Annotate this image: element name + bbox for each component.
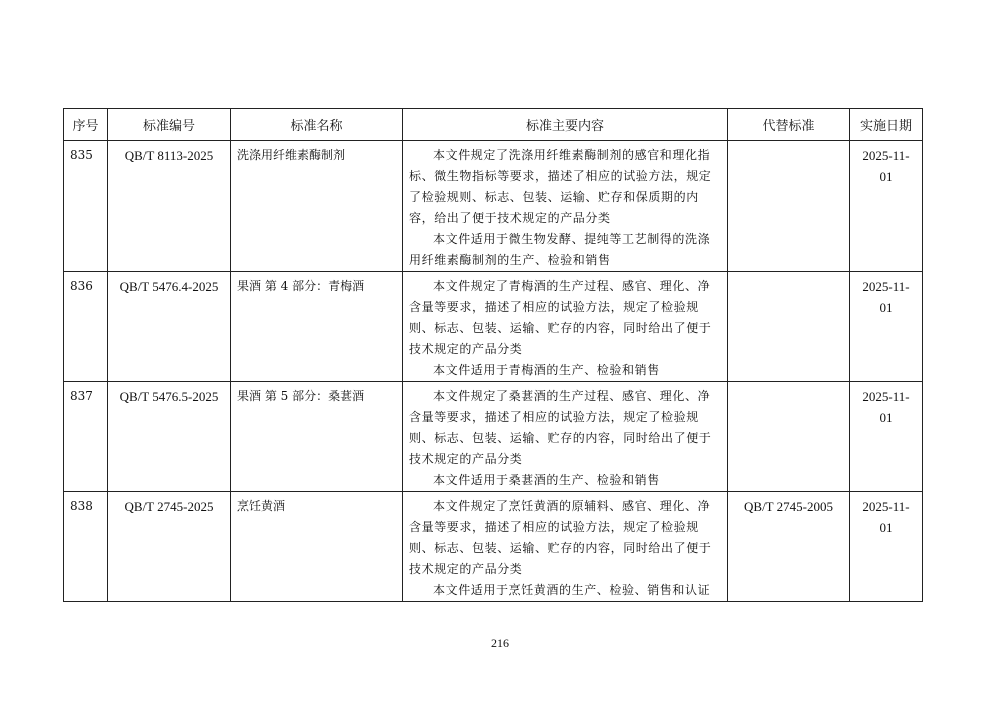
header-replaces: 代替标准 <box>728 109 850 141</box>
page-number: 216 <box>491 636 509 650</box>
row-date: 2025-11-01 <box>850 141 923 272</box>
row-content-scope: 本文件规定了桑葚酒的生产过程、感官、理化、净含量等要求，描述了相应的试验方法，规定了检验规则、标志、包装、运输、贮存的内容，同时给出了便于技术规定的产品分类 <box>409 389 712 466</box>
table-row <box>64 492 923 602</box>
row-code: QB/T 2745-2025 <box>108 492 231 602</box>
row-name: 果酒 第 5 部分：桑葚酒 <box>231 382 403 492</box>
row-content-scope: 本文件规定了青梅酒的生产过程、感官、理化、净含量等要求，描述了相应的试验方法，规定了检验规则、标志、包装、运输、贮存的内容，同时给出了便于技术规定的产品分类 <box>409 279 712 356</box>
header-content: 标准主要内容 <box>403 109 728 141</box>
row-date: 2025-11-01 <box>850 492 923 602</box>
row-content-scope: 本文件规定了洗涤用纤维素酶制剂的感官和理化指标、微生物指标等要求，描述了相应的试验方法，规定了检验规则、标志、包装、运输、贮存和保质期的内容，给出了便于技术规定的产品分类 <box>409 148 712 225</box>
header-seq: 序号 <box>64 109 108 141</box>
header-date: 实施日期 <box>850 109 923 141</box>
row-content-applicability: 本文件适用于微生物发酵、提纯等工艺制得的洗涤用纤维素酶制剂的生产、检验和销售 <box>409 232 711 267</box>
row-content-applicability: 本文件适用于桑葚酒的生产、检验和销售 <box>433 473 660 487</box>
row-seq: 836 <box>64 272 108 382</box>
header-code: 标准编号 <box>108 109 231 141</box>
row-date: 2025-11-01 <box>850 382 923 492</box>
table-row <box>64 272 923 382</box>
row-content <box>403 272 728 382</box>
row-content <box>403 492 728 602</box>
row-name: 烹饪黄酒 <box>231 492 403 602</box>
row-code: QB/T 5476.5-2025 <box>108 382 231 492</box>
row-seq: 837 <box>64 382 108 492</box>
row-name: 洗涤用纤维素酶制剂 <box>231 141 403 272</box>
row-content-scope: 本文件规定了烹饪黄酒的原辅料、感官、理化、净含量等要求，描述了相应的试验方法，规定了检验规则、标志、包装、运输、贮存的内容，同时给出了便于技术规定的产品分类 <box>409 499 712 576</box>
row-code: QB/T 5476.4-2025 <box>108 272 231 382</box>
row-replaces <box>728 272 850 382</box>
row-seq: 835 <box>64 141 108 272</box>
table-row <box>64 141 923 272</box>
table-header-row <box>64 109 923 141</box>
row-replaces <box>728 141 850 272</box>
row-replaces: QB/T 2745-2005 <box>728 492 850 602</box>
row-date: 2025-11-01 <box>850 272 923 382</box>
row-name: 果酒 第 4 部分：青梅酒 <box>231 272 403 382</box>
row-seq: 838 <box>64 492 108 602</box>
row-content <box>403 141 728 272</box>
row-content-applicability: 本文件适用于青梅酒的生产、检验和销售 <box>433 363 660 377</box>
standards-table <box>63 108 923 602</box>
header-name: 标准名称 <box>231 109 403 141</box>
row-content-applicability: 本文件适用于烹饪黄酒的生产、检验、销售和认证 <box>433 583 711 597</box>
row-replaces <box>728 382 850 492</box>
table-row <box>64 382 923 492</box>
row-content <box>403 382 728 492</box>
row-code: QB/T 8113-2025 <box>108 141 231 272</box>
